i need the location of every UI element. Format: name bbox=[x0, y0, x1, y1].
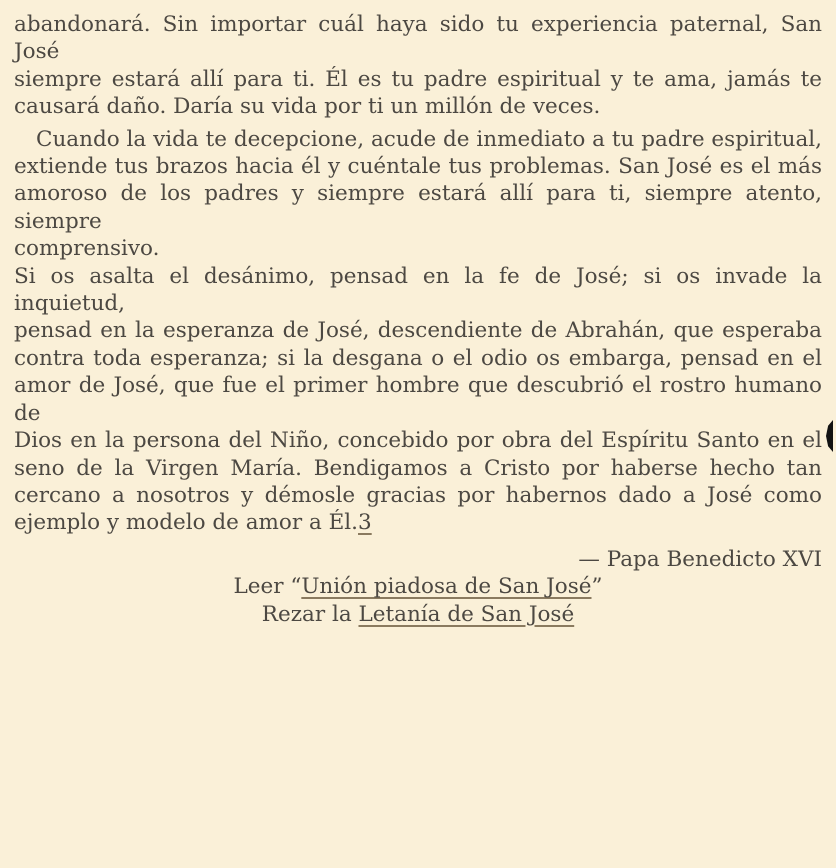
text-line bbox=[14, 180, 829, 235]
text-segment: amoroso de los padres y siempre estará allí para ti, siempre atento, siempre bbox=[14, 181, 829, 234]
text-line bbox=[14, 372, 829, 427]
text-segment: Cuando la vida te decepcione, acude de inmediato a tu padre espiritual, bbox=[36, 126, 822, 152]
text-line bbox=[14, 509, 822, 536]
text-segment: pensad en la esperanza de José, descendiente de Abrahán, que esperaba bbox=[14, 318, 822, 344]
text-line bbox=[14, 345, 822, 372]
text-line bbox=[14, 317, 822, 344]
text-line bbox=[14, 11, 829, 66]
text-segment: comprensivo. bbox=[14, 236, 160, 262]
text-segment: Leer “ bbox=[233, 574, 302, 600]
text-segment: abandonará. Sin importar cuál haya sido tu experiencia paternal, San José bbox=[14, 12, 829, 65]
text-line bbox=[14, 235, 822, 262]
text-segment: ” bbox=[591, 574, 603, 600]
text-segment: Rezar la bbox=[261, 601, 359, 627]
text-line bbox=[14, 263, 829, 318]
text-segment: causará daño. Daría su vida por ti un millón de veces. bbox=[14, 94, 601, 120]
attribution-line bbox=[14, 546, 822, 573]
text-line bbox=[14, 153, 822, 180]
text-line bbox=[14, 66, 822, 93]
text-segment: Dios en la persona del Niño, concebido por obra del Espíritu Santo en el bbox=[14, 428, 822, 454]
footnote-ref-3[interactable]: 3 bbox=[358, 510, 372, 536]
text-segment: seno de la Virgen María. Bendigamos a Cristo por haberse hecho tan bbox=[14, 455, 822, 481]
link-union-piadosa-de-san-jose[interactable]: Unión piadosa de San José bbox=[301, 574, 592, 600]
text-line bbox=[14, 455, 822, 482]
text-segment: siempre estará allí para ti. Él es tu padre espiritual y te ama, jamás te bbox=[14, 66, 822, 92]
text-segment: Si os asalta el desánimo, pensad en la fe de José; si os invade la inquietud, bbox=[14, 263, 829, 317]
read-link-line bbox=[14, 573, 822, 600]
text-line bbox=[14, 93, 822, 120]
text-lines bbox=[14, 11, 829, 628]
text-segment: amor de José, que fue el primer hombre que descubrió el rostro humano de bbox=[14, 373, 829, 426]
text-line bbox=[14, 126, 822, 153]
text-segment: ejemplo y modelo de amor a Él. bbox=[14, 510, 359, 536]
text-line bbox=[14, 427, 822, 454]
pray-link-line bbox=[14, 601, 822, 628]
text-line bbox=[14, 482, 822, 509]
text-segment: extiende tus brazos hacia él y cuéntale tus problemas. San José es el más bbox=[14, 154, 822, 180]
link-letania-de-san-jose[interactable]: Letanía de San José bbox=[358, 601, 575, 627]
text-segment: contra toda esperanza; si la desgana o el odio os embarga, pensad en el bbox=[14, 345, 822, 371]
text-segment: — Papa Benedicto XVI bbox=[578, 546, 822, 572]
text-segment: cercano a nosotros y démosle gracias por habernos dado a José como bbox=[14, 482, 822, 508]
next-page-indicator-icon[interactable] bbox=[826, 420, 833, 452]
